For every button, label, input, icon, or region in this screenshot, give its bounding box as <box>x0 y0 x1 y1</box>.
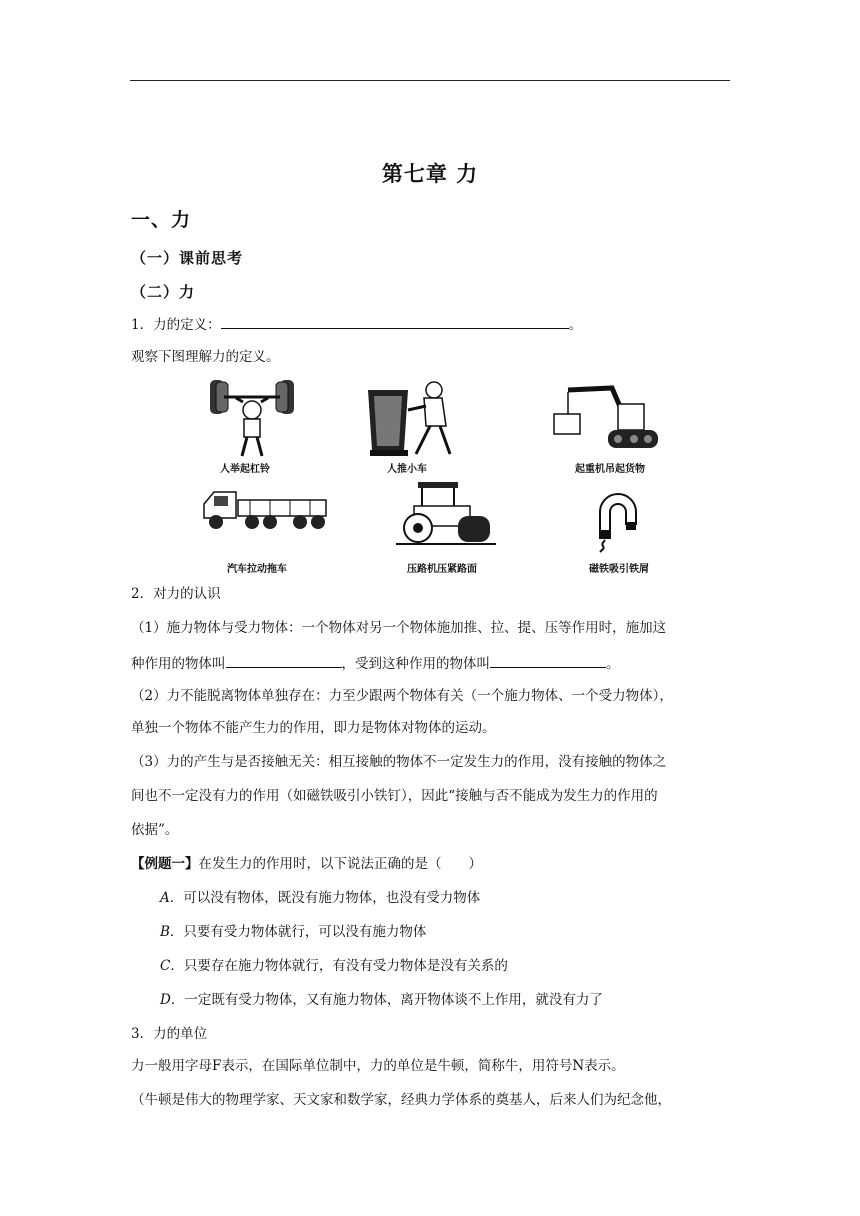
item3-title: 3．力的单位 <box>131 1026 208 1042</box>
paragraph-1-line-1: （1）施力物体与受力物体：一个物体对另一个物体施加推、拉、提、压等作用时，施加这 <box>131 620 667 636</box>
p1-text-a: 种作用的物体叫 <box>131 656 226 672</box>
crane-icon <box>548 382 668 462</box>
unit-text: 力一般用字母F表示，在国际单位制中，力的单位是牛顿，简称牛，用符号N表示。 <box>131 1058 625 1074</box>
figure-caption-2: 人推小车 <box>387 464 427 475</box>
paragraph-3-line-3: 依据”。 <box>131 822 179 838</box>
p1-text-b: ，受到这种作用的物体叫 <box>341 656 490 672</box>
weightlifter-icon <box>200 372 310 460</box>
exerting-object-blank[interactable] <box>226 652 342 668</box>
push-cart-icon <box>360 376 470 460</box>
receiving-object-blank[interactable] <box>490 652 606 668</box>
newton-text: （牛顿是伟大的物理学家、天文家和数学家，经典力学体系的奠基人，后来人们为纪念他， <box>131 1092 671 1108</box>
paragraph-2-line-2: 单独一个物体不能产生力的作用，即力是物体对物体的运动。 <box>131 720 496 736</box>
figure-caption-1: 人举起杠铃 <box>220 464 270 475</box>
example-tag: 【例题一】 <box>131 856 199 872</box>
option-d-letter: D <box>160 992 171 1008</box>
paragraph-2-line-1: （2）力不能脱离物体单独存在：力至少跟两个物体有关（一个施力物体、一个受力物体）， <box>131 688 673 704</box>
figure-caption-5: 压路机压紧路面 <box>407 564 477 575</box>
option-c[interactable] <box>160 956 508 976</box>
truck-trailer-icon <box>200 480 332 540</box>
paragraph-1-line-2 <box>131 652 731 674</box>
option-d-text: ．一定既有受力物体，又有施力物体，离开物体谈不上作用，就没有力了 <box>170 992 603 1008</box>
paragraph-3-line-1: （3）力的产生与是否接触无关：相互接触的物体不一定发生力的作用，没有接触的物体之 <box>131 754 667 770</box>
option-a-letter: A <box>160 890 170 906</box>
example-question <box>131 854 731 874</box>
definition-suffix: 。 <box>568 317 583 333</box>
figure-caption-3: 起重机吊起货物 <box>575 464 645 475</box>
option-d[interactable] <box>160 990 603 1010</box>
subsection-heading-2: （二）力 <box>131 283 196 301</box>
option-b-text: ．只要有受力物体就行，可以没有施力物体 <box>169 924 427 940</box>
option-c-text: ．只要存在施力物体就行，有没有受力物体是没有关系的 <box>170 958 508 974</box>
section-heading: 一、力 <box>131 209 192 231</box>
definition-prefix: 1．力的定义： <box>131 317 221 333</box>
definition-blank[interactable] <box>221 313 569 329</box>
example-question-text: 在发生力的作用时，以下说法正确的是（ ） <box>198 856 482 872</box>
figure-caption-6: 磁铁吸引铁屑 <box>589 564 649 575</box>
observe-text: 观察下图理解力的定义。 <box>131 349 280 365</box>
header-rule <box>130 80 730 81</box>
p1-text-c: 。 <box>606 656 620 672</box>
item2-title: 2．对力的认识 <box>131 586 221 602</box>
option-b[interactable] <box>160 922 426 942</box>
option-a-text: ．可以没有物体，既没有施力物体，也没有受力物体 <box>169 890 481 906</box>
paragraph-3-line-2: 间也不一定没有力的作用（如磁铁吸引小铁钉），因此“接触与否不能成为发生力的作用的 <box>131 788 658 804</box>
option-c-letter: C <box>160 958 171 974</box>
chapter-title: 第七章 力 <box>381 162 479 186</box>
subsection-heading-1: （一）课前思考 <box>131 249 244 267</box>
road-roller-icon <box>396 478 496 550</box>
option-a[interactable] <box>160 888 480 908</box>
figure-caption-4: 汽车拉动拖车 <box>227 564 287 575</box>
magnet-icon <box>588 484 648 554</box>
option-b-letter: B <box>160 924 170 940</box>
definition-line <box>131 313 731 335</box>
